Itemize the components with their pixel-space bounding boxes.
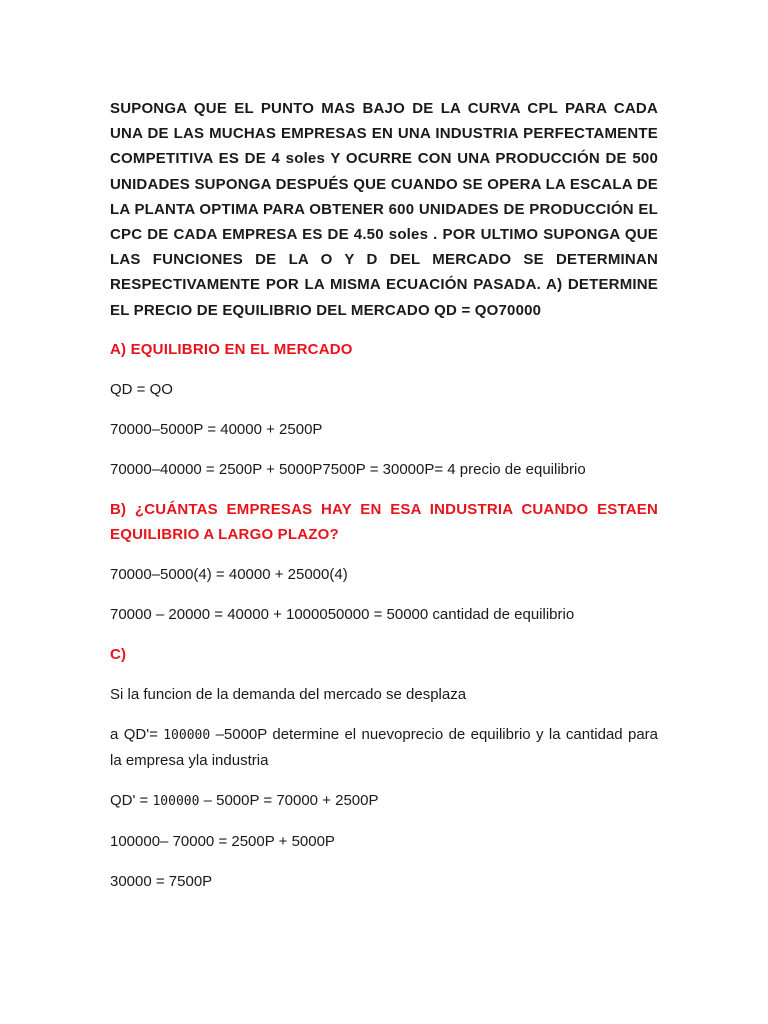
- section-c-equation-2: 100000– 70000 = 2500P + 5000P: [110, 832, 335, 850]
- section-b-line-1: 70000–5000(4) = 40000 + 25000(4): [110, 565, 348, 583]
- section-c-equation-1: [110, 788, 658, 814]
- section-c-heading: C): [110, 645, 127, 663]
- section-c-equation-3: 30000 = 7500P: [110, 872, 213, 890]
- statement-value: 100000: [163, 727, 211, 743]
- section-c-statement: [110, 722, 658, 773]
- section-a-line-3: 70000–40000 = 2500P + 5000P7500P = 30000P= 4 precio de equilibrio: [110, 460, 586, 478]
- section-b-heading: B) ¿CUÁNTAS EMPRESAS HAY EN ESA INDUSTRIA CUANDO ESTAEN EQUILIBRIO A LARGO PLAZO?: [110, 500, 658, 543]
- statement-prefix: a QD'=: [110, 725, 158, 743]
- equation-1-value: 100000: [152, 793, 200, 809]
- equation-1-suffix: – 5000P = 70000 + 2500P: [203, 791, 379, 809]
- problem-statement: SUPONGA QUE EL PUNTO MAS BAJO DE LA CURVA CPL PARA CADA UNA DE LAS MUCHAS EMPRESAS EN UNA INDUSTRIA PERFECTAMENTE COMPETITIVA ES DE 4 soles Y OCURRE CON UNA PRODUCCIÓN DE 500 UNIDADES SUPONGA DESPUÉS QUE CUANDO SE OPERA LA ESCALA DE LA PLANTA OPTIMA PARA OBTENER 600 UNIDADES DE PRODUCCIÓN EL CPC DE CADA EMPRESA ES DE 4.50 soles . POR ULTIMO SUPONGA QUE LAS FUNCIONES DE LA O Y D DEL MERCADO SE DETERMINAN RESPECTIVAMENTE POR LA MISMA ECUACIÓN PASADA. A) DETERMINE EL PRECIO DE EQUILIBRIO DEL MERCADO QD = QO70000: [110, 100, 658, 319]
- section-b-line-2: 70000 – 20000 = 40000 + 1000050000 = 50000 cantidad de equilibrio: [110, 605, 575, 623]
- section-a-line-1: QD = QO: [110, 380, 173, 398]
- equation-1-prefix: QD' =: [110, 791, 149, 809]
- section-a-line-2: 70000–5000P = 40000 + 2500P: [110, 420, 323, 438]
- section-c-intro: Si la funcion de la demanda del mercado se desplaza: [110, 685, 467, 703]
- statement-suffix: –5000P determine el nuevoprecio de equilibrio y la cantidad para la empresa yla industria: [110, 725, 659, 769]
- section-a-heading: A) EQUILIBRIO EN EL MERCADO: [110, 340, 353, 358]
